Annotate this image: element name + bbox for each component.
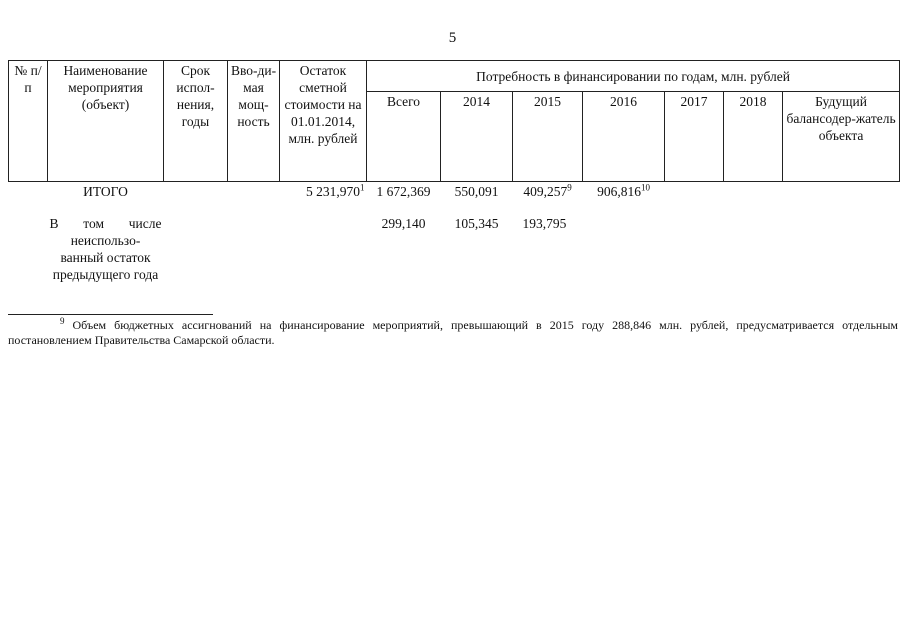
cell-term [164, 202, 228, 285]
cell-2017 [665, 202, 724, 285]
y2015-value: 409,257 [523, 184, 568, 199]
cell-2018 [724, 182, 783, 203]
cell-2015 [513, 182, 583, 203]
cell-total: 299,140 [381, 216, 426, 231]
balance-footnote-ref: 1 [360, 182, 365, 193]
cell-2016 [583, 182, 665, 203]
cell-balance [280, 202, 367, 285]
header-row-top [9, 61, 900, 92]
cell-total: 1 672,369 [376, 184, 431, 199]
cell-owner [783, 202, 900, 285]
page-number: 5 [448, 30, 457, 46]
table-row-unused-balance [9, 202, 900, 285]
y2016-footnote-ref: 10 [640, 182, 650, 193]
y2015-footnote-ref: 9 [567, 182, 572, 193]
header-year-2017: 2017 [665, 92, 724, 182]
cell-2015: 193,795 [522, 216, 567, 231]
y2016-value: 906,816 [597, 184, 641, 199]
footnote-text: Объем бюджетных ассигнований на финансирование мероприятий, превышающий в 2015 году 288,846 млн. рублей, предусматривается отдельным постановлением Правительства Самарской области. [8, 318, 899, 347]
footnote [8, 318, 898, 348]
cell-name [48, 202, 164, 285]
footnote-marker: 9 [60, 316, 65, 326]
cell-capacity [228, 202, 280, 285]
header-name: Наименование мероприятия (объект) [48, 61, 164, 182]
footnote-separator [8, 314, 213, 315]
header-capacity: Вво-ди-мая мощ-ность [228, 61, 280, 182]
cell-2016 [583, 202, 665, 285]
cell-balance [280, 182, 367, 203]
cell-num [9, 202, 48, 285]
balance-value: 5 231,970 [306, 184, 360, 199]
header-balance: Остаток сметной стоимости на 01.01.2014, млн. рублей [280, 61, 367, 182]
header-total: Всего [367, 92, 441, 182]
header-num: № п/п [9, 61, 48, 182]
header-year-2018: 2018 [724, 92, 783, 182]
cell-2017 [665, 182, 724, 203]
cell-name: ИТОГО [83, 184, 128, 199]
cell-num [9, 182, 48, 203]
cell-2014: 105,345 [454, 216, 499, 231]
cell-2018 [724, 202, 783, 285]
header-owner: Будущий балансодер-жатель объекта [783, 92, 900, 182]
header-funding-group: Потребность в финансировании по годам, млн. рублей [367, 61, 900, 92]
cell-capacity [228, 182, 280, 203]
cell-2014: 550,091 [454, 184, 499, 199]
header-year-2015: 2015 [513, 92, 583, 182]
financing-table [8, 60, 900, 285]
cell-term [164, 182, 228, 203]
cell-owner [783, 182, 900, 203]
name-rest: неиспользо-ванный остаток предыдущего года [52, 233, 159, 282]
name-first-line: В том числе [49, 216, 162, 231]
table-row-total [9, 182, 900, 203]
header-year-2016: 2016 [583, 92, 665, 182]
header-year-2014: 2014 [441, 92, 513, 182]
header-term: Срок испол-нения, годы [164, 61, 228, 182]
